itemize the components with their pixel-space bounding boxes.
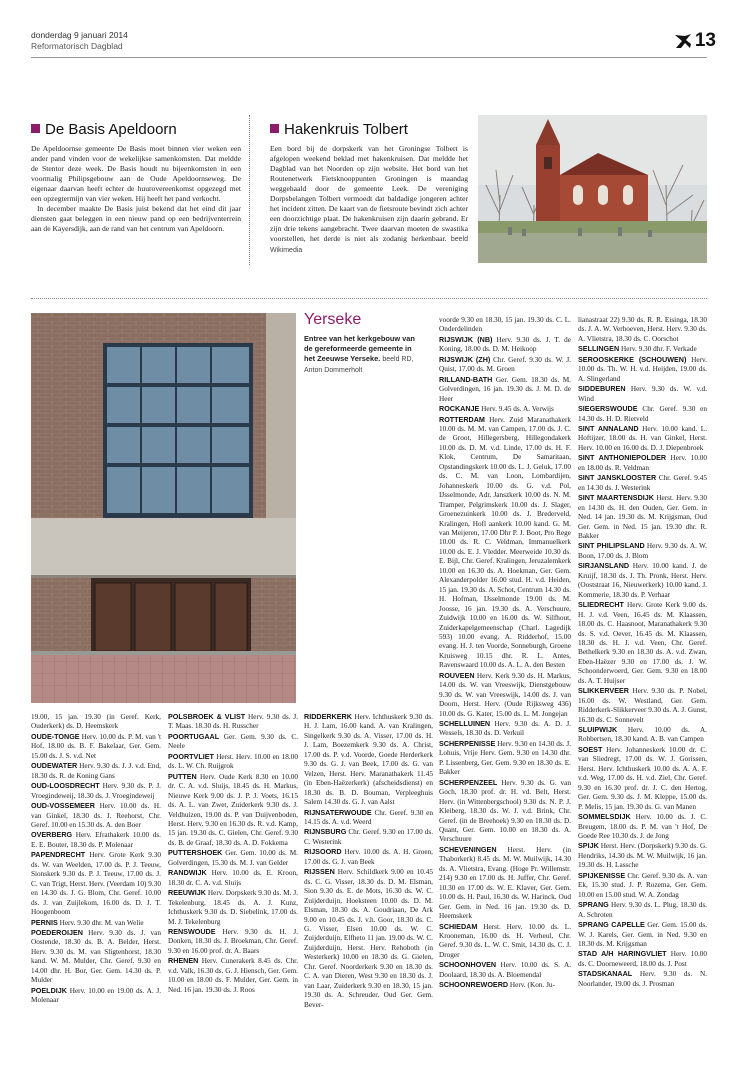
listing-c3-2: POORTVLIET Herst. Herv. 10.00 en 18.00 ds. L. W. Ch. Ruijgrok bbox=[168, 751, 298, 771]
listing-c1-20: STAD A/H HARINGVLIET Herv. 10.00 ds. C. Doorneweerd, 18.00 ds. J. Post bbox=[578, 949, 707, 968]
article-basis-paragraph: De Apeldoornse gemeente De Basis moet binnen vier weken een ander pand vinden voor de wekelijkse samenkomsten. Dat meldde de Stentor deze week. De Basis houdt nu bijeenkomsten in een voormalig Philipsgebouw aan de Oude Apeldoornseweg. De eigenaar daarvan heeft echter de huurovereenkomst opgezegd met een opzegtermijn van vier weken. Hij heeft het pand verkocht. bbox=[31, 144, 241, 204]
church-listing-column bbox=[304, 712, 433, 1060]
listing-c0-7: SCHELLUINEN Herv. 9.30 ds. A. D. J. Wessels, 18.30 ds. D. Verkuil bbox=[439, 719, 571, 738]
article-basis-paragraph: In december maakte De Basis juist bekend dat het eind dit jaar diensten gaat beleggen in een nieuw pand op een bedrijventerrein aan de Kayersdijk, aan de rand van het centrum van Apeldoorn. bbox=[31, 204, 241, 234]
listing-c0-10: SCHEVENINGEN Herst. Herv. (in Thaborkerk) 8.45 ds. M. W. Muilwijk, 14.30 ds. A. Vlietstra, Evang. (Hoge Pr. Willemstr. 214) 9.30 en 17.00 ds. H. Juffer, Chr. Geref. 10.30 en 17.00 ds. W. E. Klaver, Ger. Gem. 10.00 ds. H. Paul, 16.30 ds. W. Harinck. Oud Ger. Gem. in Ned. 16 jan. 19.30 ds. D. Heemskerk bbox=[439, 844, 571, 921]
church-entrance-photo bbox=[31, 313, 296, 703]
listing-c3-3: PUTTEN Herv. Oude Kerk 8.30 en 10.00 dr. C. A. v.d. Sluijs, 18.45 ds. H. Markus, Nieuwe Kerk 9.00 ds. J. P. J. Voets, 16.15 ds. A. L. van Zwet, Zuiderkerk 9.30 ds. J. Veldhuizen, 19.00 ds. P. van Duijvenboden, Herst. Herv. 9.30 en 16.30 ds. R. v.d. Kamp, 15 jan. 19.30 ds. C. Gielen, Chr. Geref. 9.30 ds. B. de Graaf, 18.30 ds. A. D. Fokkema bbox=[168, 771, 298, 847]
listing-c1-12: SLIKKERVEER Herv. 9.30 ds. P. Nobel, 16.00 ds. W. Westland, Ger. Gem. Ridderkerk-Slikkerveer 9.30 ds. A. J. Gunst, 16.30 ds. C. Sonnevelt bbox=[578, 686, 707, 724]
article-tolbert-body bbox=[270, 144, 468, 257]
listing-c1-10: SIRJANSLAND Herv. 10.00 kand. J. de Kruijf, 18.30 ds. J. Th. Pronk, Herst. Herv. (Ooststraat 16, Nieuwerkerk) 10.00 kand. J. Kommerie, 18.30 ds. P. Verhaar bbox=[578, 561, 707, 599]
listing-c2-4: OUD-VOSSEMEER Herv. 10.00 ds. H. van Ginkel, 18.30 ds. J. Reehorst, Chr. Geref. 10.00 en 15.30 ds. A. den Boer bbox=[31, 801, 161, 829]
listing-c1-4: SIEGERSWOUDE Chr. Geref. 9.30 en 14.30 ds. H. D. Rietveld bbox=[578, 404, 707, 423]
listing-c4-1: RIJNSATERWOUDE Chr. Geref. 9.30 en 14.15 ds. A. v.d. Weerd bbox=[304, 807, 433, 826]
listing-c1-11: SLIEDRECHT Herv. Grote Kerk 9.00 ds. H. J. v.d. Veen, 16.45 ds. M. Klaassen, 18.00 ds. C. Haasnoot, Maranathakerk 9.30 ds. S. v.d. Oever, 16.45 ds. M. Klaassen, 18.30 ds. H. J. v.d. Veen, Chr. Geref. Bethelkerk 9.30 en 18.30 ds. A. v.d. Zwan, Eben-Haëzer 9.30 en 17.00 ds. J. W. Schoonderwoerd, Ger. Gem. 9.30 en 18.00 ds. A. T. Huijser bbox=[578, 600, 707, 685]
listing-c0-13: SCHOONREWOERD Herv. (Kon. Ju- bbox=[439, 980, 555, 990]
page-number: 13 bbox=[694, 30, 716, 51]
church-photo bbox=[478, 115, 707, 263]
listing-c3-6: REEUWIJK Herv. Dorpskerk 9.30 ds. M. J. Tekelenburg, 18.45 ds. A. J. Kunz, Ichthuskerk 9.30 ds. D. Siebelink, 17.00 ds. M. J. Tekelenburg bbox=[168, 888, 298, 926]
listing-c4-3: RIJSOORD Herv. 10.00 ds. A. H. Groen, 17.00 ds. G. J. van Beek bbox=[304, 847, 433, 866]
listing-c3-4: PUTTERSHOEK Ger. Gem. 10.00 ds. M. Golverdingen, 15.30 ds. M. J. van Gelder bbox=[168, 848, 298, 867]
listing-c3-7: RENSWOUDE Herv. 9.30 ds. H. J. Donken, 18.30 ds. J. Broekman, Chr. Geref. 9.30 en 16.00 prof. dr. A. Baars bbox=[168, 926, 298, 955]
column-divider bbox=[249, 115, 250, 265]
listing-c3-1: POORTUGAAL Ger. Gem. 9.30 ds. C. Neele bbox=[168, 731, 298, 751]
listing-c1-2: SEROOSKERKE (SCHOUWEN) Herv. 10.00 ds. Th. W. H. v.d. Heijden, 19.00 ds. A. Slingerland bbox=[578, 354, 707, 383]
listing-c2-0: 19.00, 15 jan. 19.30 (in Geref. Kerk, Ouderkerk) ds. D. Heemskerk bbox=[31, 713, 161, 731]
listing-c1-3: SIDDEBUREN Herv. 9.30 ds. W. v.d. Wind bbox=[578, 384, 707, 403]
header-divider bbox=[31, 57, 707, 58]
yerseke-caption-text: Entree van het kerkgebouw van de gereformeerde gemeente in het Zeeuwse Yerseke. bbox=[304, 334, 415, 363]
listing-c2-2: OUDEWATER Herv. 9.30 ds. J. J. v.d. End, 18.30 ds. R. de Koning Gans bbox=[31, 761, 161, 780]
listing-c1-18: SPRANG Herv. 9.30 ds. L. Plug, 18.30 ds. A. Schroten bbox=[578, 900, 707, 919]
listing-c1-17: SPIJKENISSE Chr. Geref. 9.30 ds. A. van Ek, 15.30 stud. J. P. Rozema, Ger. Gem. 10.00 en 15.00 stud. W. A. Zondag bbox=[578, 870, 707, 899]
listing-c0-9: SCHERPENZEEL Herv. 9.30 ds. G. van Goch, 18.30 prof. dr. H. vd. Belt, Herst. Herv. (in Wittenbergschool) 9.30 ds. N. P. J. Kleiberg, 18.30 ds. W. J. v.d. Brink, Chr. Geref. (in de Breehoek) 9.30 en 18.30 ds. D. Quant, Ger. Gem. 10.00 en 18.30 ds. A. Verschuure bbox=[439, 777, 571, 844]
square-bullet-icon bbox=[270, 124, 279, 133]
church-listing-column bbox=[168, 712, 298, 1060]
article-basis-title: De Basis Apeldoorn bbox=[45, 121, 177, 138]
listing-c4-4: RIJSSEN Herv. Schildkerk 9.00 en 10.45 ds. C. G. Visser, 18.30 ds. D. M. Elsman, Sion 9.30 ds. E. de Mots, 16.30 ds. W. C. Zuijderduijn, Hoeksteen 10.00 ds. D. M. Elsman, 18.30 ds. A. Goudriaan, De Ark 9.00 en 10.45 ds. J. v.h. Goor, 18.30 ds. C. G. Visser, Elsen 10.00 ds. W. C. Zuijderduijn, Elfheto 11 jan. 19.00 ds. W. C. Zuijderduijn, Herst. Herv. Rehoboth (in Westerkerk) 10.00 en 18.30 ds. G. Gielen, Chr. Geref. Noorderkerk 9.30 en 18.30 ds. C. A. van Dieren, West 9.30 en 18.30 ds. J. van Laar, Zuiderkerk 9.30 en 18.30, 15 jan. 19.30 ds. A. Schreuder, Oud Ger. Gem. Bever- bbox=[304, 867, 433, 1009]
listing-c1-5: SINT ANNALAND Herv. 10.00 kand. L. Hoftijzer, 18.00 ds. H. van Ginkel, Herst. Herv. 10.00 en 16.00 ds. D. J. Diepenbroek bbox=[578, 423, 707, 452]
yerseke-caption bbox=[304, 334, 424, 376]
listing-c1-0: lianastraat 22) 9.30 ds. R. R. Eisinga, 18.30 ds. J. A. W. Verhoeven, Herst. Herv. 9.30 ds. A. Vlietstra, 18.30 ds. C. Oorschot bbox=[578, 316, 707, 343]
listing-c0-1: RIJSWIJK (NB) Herv. 9.30 ds. J. T. de Koning, 18.00 ds. D. M. Heikoop bbox=[439, 334, 571, 354]
church-listing-column bbox=[31, 712, 161, 1060]
listing-c1-16: SPIJK Herst. Herv. (Dorpskerk) 9.30 ds. G. Hendriks, 14.30 ds. M. W. Muilwijk, 16 jan. 19.30 ds. H. Lassche bbox=[578, 841, 707, 870]
listing-c0-12: SCHOONHOVEN Herv. 10.00 ds. S. A. Doolaard, 18.30 ds. A. Bloemendal bbox=[439, 960, 571, 979]
listing-c1-9: SINT PHILIPSLAND Herv. 9.30 ds. A. W. Boon, 17.00 ds. J. Blom bbox=[578, 541, 707, 560]
listing-c3-5: RANDWIJK Herv. 10.00 ds. E. Kroon, 18.30 dr. C. A. v.d. Sluijs bbox=[168, 868, 298, 887]
listing-c0-2: RIJSWIJK (ZH) Chr. Geref. 9.30 ds. W. J. Quist, 17.00 ds. M. Groen bbox=[439, 354, 571, 374]
listing-c0-8: SCHERPENISSE Herv. 9.30 en 14.30 ds. J. Lohuis, Vrije Herv. Gem. 9.30 en 14.30 dhr. P. Lissenberg, Ger. Gem. 9.30 en 18.30 ds. E. Bakker bbox=[439, 738, 571, 777]
photo-credit: beeld RD, Anton Dommerholt bbox=[304, 356, 414, 374]
photo-credit: beeld Wikimedia bbox=[270, 236, 468, 255]
listing-c1-7: SINT JANSKLOOSTER Chr. Geref. 9.45 en 14.30 ds. J. Westerink bbox=[578, 473, 707, 492]
article-basis-heading bbox=[31, 121, 177, 139]
listing-c2-5: OVERBERG Herv. Efrathakerk 10.00 ds. E. E. Bouter, 18.30 ds. P. Molenaar bbox=[31, 830, 161, 849]
listing-c0-5: ROTTERDAM Herv. Zuid Maranathakerk 10.00 ds. M. M. van Campen, 17.00 ds. J. C. de Groot, Hillegersberg, Hillegondakerk 10.00 ds. D. M. v.d. Linde, 17.00 ds. H. F. Klok, Centrum, De Samaritaan, Opstandingskerk 10.00 ds. L. J. Geluk, 17.00 ds. C. M. van Loon, Lombardijen, Johanneskerk 10.00 ds. G. v.d. Pol, IJsselmonde, Adr. Janszkerk 10.00 ds. N. M. Tramper, Pelgrimskerk 10.00 ds. J. Slager, Groenezuinkerk 10.00 ds. J. Brederveld, Kralingen, Hofl aankerk 10.00 kand. G. M. van Meijeren, 17.00 Dhr P. J. Boot, Pro Rege 10.00 ds. R. C. Veldman, Immanuelkerk 10.00 ds. E. J. Vledder. Meerweide 10.30 ds. E. Bijl, Chr. Geref. Kralingen, Jeruzalemkerk 10.00 en 16.30 ds. A. Hoekman, Ger. Gem. Alexanderpolder 16.00 stud. H. v.d. Heiden, 15 jan. 19.30 ds. A. Schot, Centrum 14.30 ds. H. Hofman, IJsselmonde 19.00 ds. M. Joosse, 16 jan. 19.30 ds. A. Verschuure, Zuidwijk 10.00 en 16.00 ds. W. Silfhout, Zuiderkapelgemeenschap (Charl. Lagedijk 593) 10.00 evang. A. Ridderhof, 15.00 evang. H. J. ten Voorde, Sonneburgh, Groene Kruisweg 10.15 dhr. R. L. Antes, Ravenswaard 10.00 ds. A. L. A. den Besten bbox=[439, 414, 571, 670]
listing-c2-7: PERNIS Herv. 9.30 dhr. M. van Welie bbox=[31, 917, 144, 927]
yerseke-heading: Yerseke bbox=[304, 311, 362, 328]
church-listing-column bbox=[439, 315, 571, 1060]
article-tolbert-heading bbox=[270, 121, 408, 139]
church-listing-column bbox=[578, 315, 707, 1060]
listing-c1-14: SOEST Herv. Johanneskerk 10.00 dr. C. van Sliedregt, 17.00 ds. W. J. Gorissen, Herst. Herv. Ichthuskerk 10.00 ds. A. A. F. v.d. Weg, 17.00 ds. H. v.d. Ziel, Chr. Geref. 9.30 en 16.30 prof. dr. J. C. den Hertog, Ger. Gem. 9.30 ds. J. M. Kleppe, 15.00 ds. P. Melis, 15 jan. 19.30 ds. G. van Manen bbox=[578, 744, 707, 811]
article-tolbert-title: Hakenkruis Tolbert bbox=[284, 121, 408, 138]
listing-c1-6: SINT ANTHONIEPOLDER Herv. 10.00 en 18.00 ds. R. Veldman bbox=[578, 453, 707, 472]
listing-c0-0: voorde 9.30 en 18.30, 15 jan. 19.30 ds. C. L. Onderdelinden bbox=[439, 316, 571, 334]
listing-c0-11: SCHIEDAM Herst. Herv. 10.00 ds. L. Krooneman, 16.00 ds. H. Verheul, Chr. Geref. 9.30 ds. L. W. C. Smit, 14.30 ds. C. J. Droger bbox=[439, 921, 571, 959]
listing-c1-15: SOMMELSDIJK Herv. 10.00 ds. J. C. Breugem, 18.00 ds. P. M. van 't Hof, De Goede Ree 10.30 ds. J. de Jong bbox=[578, 812, 707, 841]
listing-c1-21: STADSKANAAL Herv. 9.30 ds. N. Noorlander, 19.00 ds. J. Prosman bbox=[578, 969, 707, 988]
listing-c1-8: SINT MAARTENSDIJK Herst. Herv. 9.30 en 14.30 ds. H. den Ouden, Ger. Gem. in Ned. 14 jan. 19.30 ds. M. Krijgsman, Oud Ger. Gem. in Ned. 15 jan. 19.30 dhr. R. Bakker bbox=[578, 493, 707, 540]
listing-c1-19: SPRANG CAPELLE Ger. Gem. 15.00 ds. W. J. Karels, Ger. Gem. in Ned. 9.30 en 18.30 ds. M. Krijgsman bbox=[578, 920, 707, 948]
article-basis-body bbox=[31, 144, 241, 234]
section-divider bbox=[31, 298, 707, 299]
issue-date: donderdag 9 januari 2014 bbox=[31, 30, 128, 40]
listing-c0-3: RILLAND-BATH Ger. Gem. 18.30 ds. M. Golverdingen, 16 jan. 19.30 ds. J. M. D. de Heer bbox=[439, 374, 571, 403]
square-bullet-icon bbox=[31, 124, 40, 133]
listing-c4-2: RIJNSBURG Chr. Geref. 9.30 en 17.00 ds. C. Westerink bbox=[304, 827, 433, 846]
listing-c1-1: SELLINGEN Herv. 9.30 dhr. F. Verkade bbox=[578, 344, 697, 354]
listing-c2-9: POELDIJK Herv. 10.00 en 19.00 ds. A. J. Molenaar bbox=[31, 985, 161, 1005]
newspaper-name: Reformatorisch Dagblad bbox=[31, 41, 123, 51]
listing-c4-0: RIDDERKERK Herv. Ichthuskerk 9.30 ds. H. J. Lam, 16.00 kand. A. van Kralingen, Singelkerk 9.30 ds. A. Visser, 17.00 ds. H. J. Lam, Boezemkerk 9.30 ds. A. Christ, 17.00 ds. P. v.d. Voorde, Goede Herderkerk 9.30 ds. G. J. van Beek, 17.00 ds. G. van Velzen, Herst. Herv. Maranathakerk 11.45 (in Eben-Haëzerkerk) (afscheidsdienst) en 18.30 ds. B. D. Bouman, Verpleeghuis Salem 14.30 ds. G. J. van Aalst bbox=[304, 712, 433, 807]
listing-c3-8: RHENEN Herv. Cunerakerk 8.45 ds. Chr. v.d. Valk, 16.30 ds. G. J. Hiensch, Ger. Gem. 10.00 en 18.00 ds. F. Mulder, Ger. Gem. in Ned. 16 jan. 19.30 ds. J. Roos bbox=[168, 956, 298, 994]
article-tolbert-paragraph: Een bord bij de dorpskerk van het Groningse Tolbert is afgelopen weekend beklad met hakenkruisen. Dat meldde het Dagblad van het Noorden op zijn website. Het bord van het Routenetwerk Fietsknooppunten Groningen is maandag weggehaald door de gemeente Leek. De vereniging Dorpsbelangen Tolbert vermoedt dat baldadige jongeren achter het incident zitten. De kaart van de fietsroute bevindt zich achter een doorzichtige plaat. De hakenkruisen zijn daarin gebrand. Er zijn drie tekens aangebracht. Twee daarvan moeten de swastika voorstellen, het derde is niet als zodanig herkenbaar. bbox=[270, 144, 468, 244]
listing-c0-6: ROUVEEN Herv. Kerk 9.30 ds. H. Markus, 14.00 ds. W. van Vreeswijk, Dienstgebouw 9.30 ds. W. van Vreeswijk, 14.00 ds. J. van Doorn, Herst. Herv. (Oude Rijksweg 436) 10.00 ds. G. Kater, 15.00 ds. L. M. Jongejan bbox=[439, 670, 571, 718]
listing-c2-6: PAPENDRECHT Herv. Grote Kerk 9.30 ds. W. van Weelden, 17.00 ds. P. J. Teeuw, Sionskerk 9.30 ds. P. J. Teeuw, 17.00 ds. J. C. van Trigt, Herst. Herv. (Veerdam 10) 9.30 en 14.30 ds. J. G. Blom, Chr. Geref. 10.00 ds. J. van Zuijlekom, 16.00 ds. D. J. T. Hoogenboom bbox=[31, 850, 161, 917]
listing-c1-13: SLUIPWIJK Herv. 10.00 ds. A. Robbertsen, 18.30 kand. A. B. van Campen bbox=[578, 725, 707, 744]
listing-c2-3: OUD-LOOSDRECHT Herv. 9.30 ds. P. J. Vroegindeweij, 18.30 ds. J. Vroegindeweij bbox=[31, 781, 161, 800]
listing-c2-8: POEDEROIJEN Herv. 9.30 ds. J. van Oostende, 18.30 ds. B. A. Belder, Herst. Herv. 9.30 ds. M. van Sligtenhorst, 18.30 kand. W. M. Mulder, Chr. Geref. 9.30 en 14.00 dhr. H. Bor, Ger. Gem. 14.30 ds. P. Mulder bbox=[31, 927, 161, 985]
listing-c3-0: POLSBROEK & VLIST Herv. 9.30 ds. J. T. Maas. 18.30 ds. H. Russcher bbox=[168, 712, 298, 731]
listing-c0-4: ROCKANJE Herv. 9.45 ds. A. Verwijs bbox=[439, 404, 554, 414]
listing-c2-1: OUDE-TONGE Herv. 10.00 ds. P. M. van 't Hof, 18.00 ds. B. F. Bakelaar, Ger. Gem. 15.00 ds. J. S. v.d. Net bbox=[31, 731, 161, 760]
